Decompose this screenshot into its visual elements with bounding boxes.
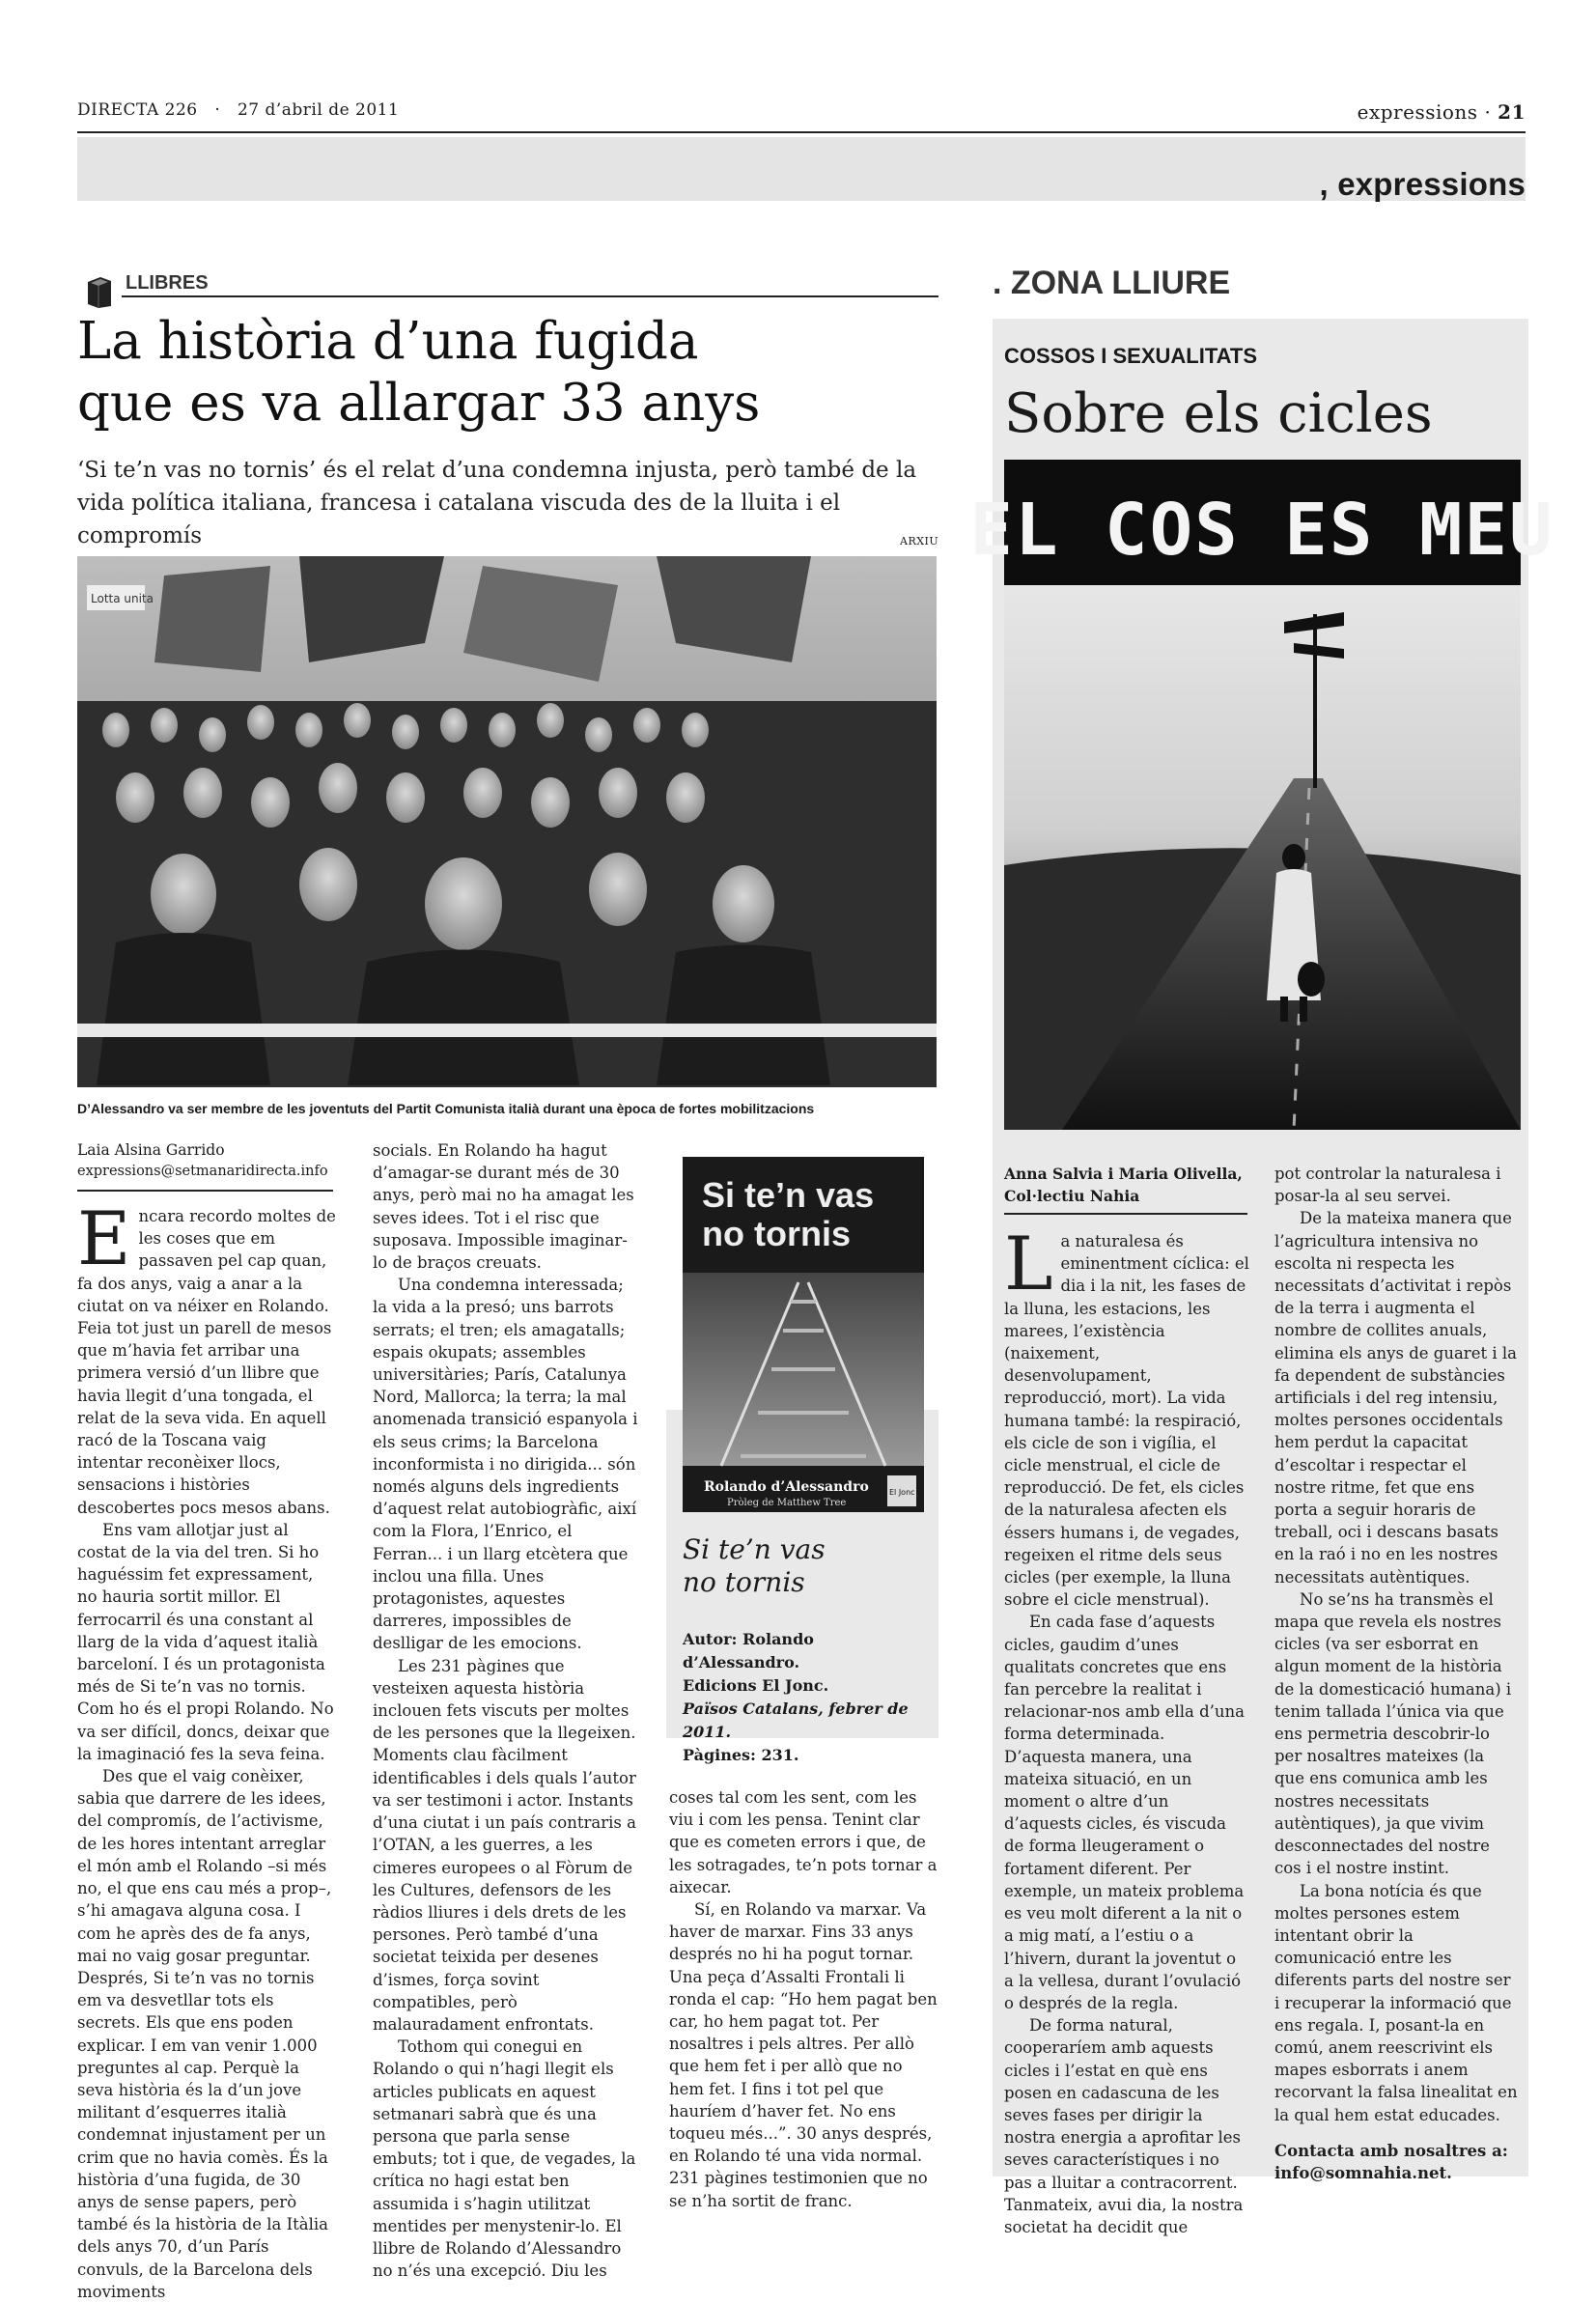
col2-paragraph-3: Les 231 pàgines que vesteixen aquesta història inclouen fets viscuts per moltes de les persones que la llegeixen. Moments clau fàcilment identificables i dels quals l’autor va ser testimoni i actor. Instants d’una ciutat i un país contraris a l’OTAN, a les guerres, a les cimeres europees o al Fòrum de les Cultures, defensors de les ràdios lliures i dels drets de les persones. Però també d’una societat teixida per desenes d’ismes, força sovint compatibles, però malauradament enfrontats. — [373, 1656, 636, 2034]
sidebar-headline: Sobre els cicles — [1004, 382, 1433, 445]
cover-prologue: Pròleg de Matthew Tree — [727, 1498, 847, 1508]
category-rule — [122, 295, 938, 297]
book-details — [683, 1628, 934, 1767]
article-column-2 — [373, 1139, 639, 2282]
demonstration-photo — [77, 556, 937, 1085]
book-author: Autor: Rolando d’Alessandro. — [683, 1630, 814, 1671]
section-banner-title: , expressions — [1319, 166, 1526, 202]
page-number: 21 — [1498, 100, 1526, 124]
poster-text: EL COS ES MEU — [969, 489, 1554, 572]
contact-email[interactable]: info@somnahia.net. — [1274, 2163, 1452, 2182]
book-title-line-2: no tornis — [683, 1566, 805, 1598]
section-name: expressions — [1357, 100, 1478, 124]
sidebar-byline — [1004, 1163, 1257, 1207]
header-rule — [77, 131, 1526, 133]
sidebar-column-2 — [1274, 1163, 1518, 2184]
col2-paragraph-2: Una condemna interessada; la vida a la presó; uns barrots serrats; el tren; els amagatalls; espais okupats; assembles universitàries; París, Catalunya Nord, Mallorca; la terra; la mal anomenada transició espanyola i els seus crims; la Barcelona inconformista i no dirigida... són només alguns dels ingredients d’aquest relat autobiogràfic, així com la Flora, l’Enrico, el Ferran... i un llarg etcètera que inclou una filla. Unes protagonistes, aquestes darreres, impossibles de deslligar de les emocions. — [373, 1276, 638, 1653]
sidebar-author: Anna Salvia i Maria Olivella, — [1004, 1165, 1243, 1183]
author-name: Laia Alsina Garrido — [77, 1141, 225, 1159]
article-column-1 — [77, 1195, 336, 2303]
cover-title-line-2: no tornis — [702, 1214, 851, 1253]
cover-author: Rolando d’Alessandro — [704, 1479, 869, 1495]
col3-paragraph-1: coses tal com les sent, com les viu i com les pensa. Tenint clar que es cometen errors i que, de les sotragades, te’n pots tornar a aixecar. — [669, 1788, 938, 1896]
photo-credit: ARXIU — [900, 535, 939, 548]
col1-paragraph-3: Des que el vaig conèixer, sabia que darrere de les idees, del compromís, de l’activisme, de les hores intentant arreglar el món amb el Rolando –si més no, el que ens cau més a prop–, s’hi amagava alguna cosa. I com he après des de fa anys, mai no vaig gosar preguntar. Després, Si te’n vas no tornis em va desvetllar tots els secrets. Els que ens poden explicar. I em van venir 1.000 preguntes al cap. Perquè la seva història és la d’un jove militant d’esquerres italià condemnat injustament per un crim que no havia comès. És la història d’una fugida, de 30 anys de sense papers, però també és la història de la Itàlia dels anys 70, d’un París convuls, de la Barcelona dels moviments — [77, 1767, 332, 2301]
sidebar-col2-paragraph-2: De la mateixa manera que l’agricultura intensiva no escolta ni respecta les necessitats d’activitat i repòs de la terra i augmenta el nombre de collites anuals, elimina els anys de guaret i la fa dependent de substàncies artificials i del reg intensiu, moltes persones occidentals hem perdut la capacitat d’escoltar i respectar el nostre ritme, fet que ens porta a seguir horaris de treball, oci i descans basats en la raó i no en les nostres necessitats autèntiques. — [1274, 1209, 1517, 1587]
col3-paragraph-2: Sí, en Rolando va marxar. Va haver de marxar. Fins 33 anys després no hi ha pogut tornar. Una peça d’Assalti Frontali li ronda el cap: “Ho hem pagat ben car, ho hem pagat tot. Per nosaltres i pels altres. Per allò que hem fet i per allò que no hem fet. I fins i tot pel que hauríem d’haver fet. No ens toqueu més...”. 30 anys després, en Rolando té una vida normal. 231 pàgines testimonien que no se n’ha sortit de franc. — [669, 1900, 938, 2210]
article-subhead: ‘Si te’n vas no tornis’ és el relat d’una condemna injusta, però també de la vida política italiana, francesa i catalana viscuda des de la lluita i el compromís — [77, 458, 917, 548]
col1-paragraph-1: ncara recordo moltes de les coses que em passaven pel cap quan, fa dos anys, vaig a anar a la ciutat on va néixer en Rolando. Feia tot just un parell de mesos que m’havia fet arribar una primera versió d’un llibre que havia llegit d’una tongada, el relat de la seva vida. En aquell racó de la Toscana vaig intentar reconèixer llocs, sensacions i històries descobertes pocs mesos abans. — [77, 1207, 336, 1517]
section-banner-bar — [77, 137, 1526, 201]
book-publisher: Edicions El Jonc. — [683, 1676, 829, 1695]
sidebar-drop-cap: L — [1004, 1221, 1053, 1306]
book-title — [683, 1533, 826, 1599]
book-icon — [85, 274, 112, 307]
author-email[interactable]: expressions@setmanaridirecta.info — [77, 1164, 328, 1179]
book-pages: Pàgines: 231. — [683, 1746, 799, 1764]
sidebar-col2-paragraph-1: pot controlar la naturalesa i posar-la al seu servei. — [1274, 1165, 1501, 1206]
sidebar-category: COSSOS I SEXUALITATS — [1004, 344, 1257, 368]
contact-label: Contacta amb nosaltres a: — [1274, 2141, 1508, 2160]
cover-publisher-logo: El Jonc — [889, 1488, 915, 1497]
col1-paragraph-2: Ens vam allotjar just al costat de la via del tren. Si ho haguéssim fet expressament, no hauria sortit millor. El ferrocarril és una constant al llarg de la vida d’aquest italià barceloní. I és un protagonista més de Si te’n vas no tornis. Com ho és el propi Rolando. No va ser difícil, doncs, deixar que la imaginació fes la seva feina. — [77, 1520, 334, 1763]
poster-image — [969, 460, 1554, 1130]
book-title-line-1: Si te’n vas — [683, 1533, 826, 1565]
headline-line-1: La història d’una fugida — [77, 312, 699, 371]
book-place-date: Països Catalans, febrer de 2011. — [683, 1699, 909, 1741]
photo-sign-text: Lotta unita — [91, 592, 154, 605]
sidebar-col1-paragraph-1: a naturalesa és eminentment cíclica: el dia i la nit, les fases de la lluna, les estacions, les marees, l’existència (naixement, desenvolupament, reproducció, mort). La vida humana també: la respiració, els cicle de son i vigília, el cicle menstrual, el cicle de reproducció. De fet, els cicles de la naturalesa afecten els éssers humans i, de vegades, regeixen el ritme dels seus cicles (per exemple, la lluna sobre el cicle menstrual). — [1004, 1232, 1249, 1610]
photo-caption: D’Alessandro va ser membre de les joventuts del Partit Comunista italià durant una època de fortes mobilitzacions — [77, 1101, 815, 1116]
headline-line-2: que es va allargar 33 anys — [77, 374, 761, 433]
sidebar-col2-paragraph-4: La bona notícia és que moltes persones estem intentant obrir la comunicació entre les diferents parts del nostre ser i recuperar la informació que ens regala. I, posant-la en comú, anem reescrivint els mapes esborrats i anem recorvant la falsa linealitat en la qual hem estat educades. — [1274, 1881, 1518, 2124]
sidebar-collective: Col·lectiu Nahia — [1004, 1187, 1140, 1205]
sidebar-byline-rule — [1004, 1213, 1247, 1215]
article-headline — [77, 311, 946, 435]
byline-rule — [77, 1190, 333, 1192]
sidebar-column-1 — [1004, 1221, 1249, 2238]
book-cover — [683, 1157, 924, 1512]
article-byline — [77, 1139, 338, 1182]
sidebar-col1-paragraph-3: De forma natural, cooperaríem amb aquests cicles i l’estat en què ens posen en cadascuna de les seves fases per dirigir la nostra energia a aprofitar les seves característiques i no pas a lluitar a contracorrent. Tanmateix, avui dia, la nostra societat ha decidit que — [1004, 2016, 1244, 2236]
issue-number: DIRECTA 226 — [77, 100, 198, 120]
article-category: LLIBRES — [126, 272, 209, 294]
header-separator: · — [214, 100, 221, 120]
sidebar-col1-paragraph-2: En cada fase d’aquests cicles, gaudim d’unes qualitats concretes que ens fan percebre la realitat i relacionar-nos amb ella d’una forma determinada. D’aquesta manera, una mateixa situació, en un moment o altre d’un d’aquests cicles, és viscuda de forma lleugerament o fortament diferent. Per exemple, un mateix problema es veu molt diferent a la nit o a mig matí, a l’estiu o a l’hivern, durant la joventut o a la vellesa, durant l’ovulació o després de la regla. — [1004, 1613, 1246, 2012]
article-column-3 — [669, 1786, 938, 2212]
issue-date: 27 d’abril de 2011 — [237, 100, 400, 120]
cover-title-line-1: Si te’n vas — [702, 1175, 875, 1215]
col2-paragraph-1: socials. En Rolando ha hagut d’amagar-se durant més de 30 anys, però mai no ha amagat les seves idees. Tot i el risc que suposava. Impossible imaginar-lo de braços creuats. — [373, 1141, 634, 1273]
drop-cap: E — [77, 1195, 131, 1281]
sidebar-section-title: . ZONA LLIURE — [993, 265, 1231, 301]
sidebar-col2-paragraph-3: No se’ns ha transmès el mapa que revela els nostres cicles (va ser esborrat en algun moment de la història de la domesticació humana) i tenim tallada l’única via que ens permetria descobrir-lo per nosaltres mateixes (la que ens comunica amb les nostres necessitats autèntiques), ja que vivim desconnectades del nostre cos i el nostre instint. — [1274, 1589, 1512, 1878]
col2-paragraph-4: Tothom qui conegui en Rolando o qui n’hagi llegit els articles publicats en aquest setmanari sabrà que és una persona que parla sense embuts; tot i que, de vegades, la crítica no hagi estat ben assumida i s’hagin utilitzat mentides per menystenir-lo. El llibre de Rolando d’Alessandro no n’és una excepció. Diu les — [373, 2037, 636, 2281]
